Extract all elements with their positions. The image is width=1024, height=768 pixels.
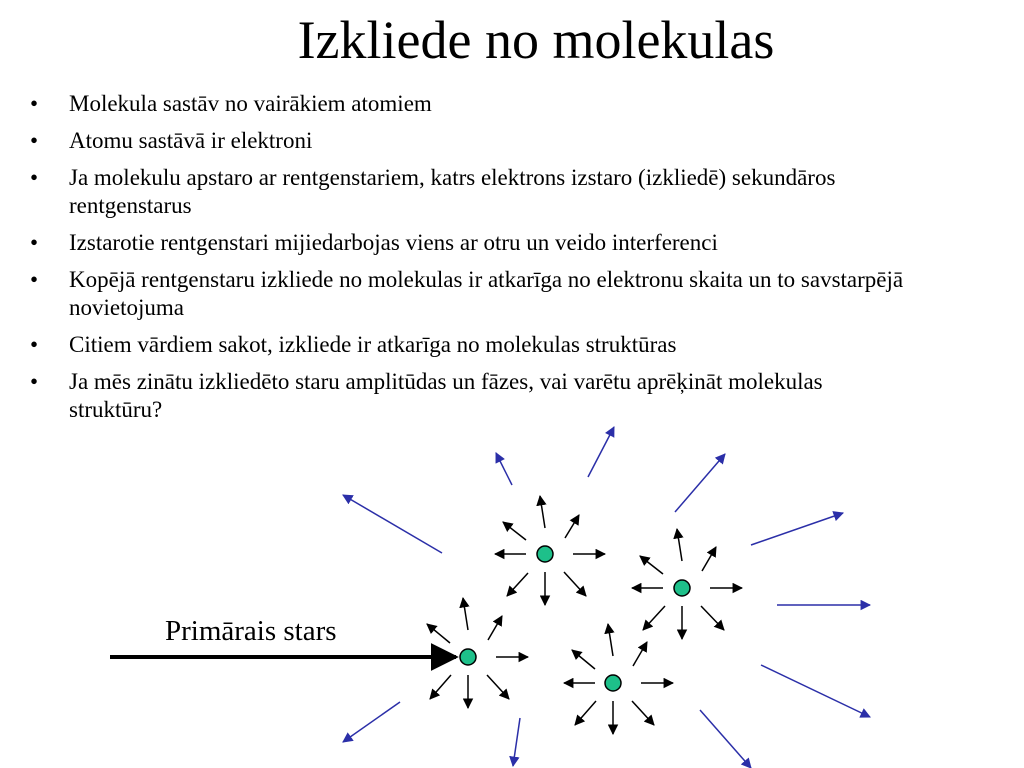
bullet-dot: •	[30, 332, 39, 357]
scatter-arrow	[565, 515, 579, 538]
scatter-arrow	[608, 624, 613, 656]
scatter-arrow	[488, 616, 502, 640]
scatter-arrow	[427, 624, 450, 643]
atom-cluster	[427, 598, 528, 708]
outgoing-ray	[513, 718, 520, 766]
scatter-arrow	[487, 675, 509, 699]
scatter-arrow	[702, 547, 716, 571]
scatter-arrow	[643, 606, 665, 630]
atom	[605, 675, 621, 691]
bullet-text: Kopējā rentgenstaru izkliede no molekulas ir atkarīga no elektronu skaita un to savstarpējā novietojuma	[69, 267, 904, 320]
bullet-dot: •	[30, 128, 39, 153]
bullet-text: Citiem vārdiem sakot, izkliede ir atkarīga no molekulas struktūras	[69, 332, 677, 357]
scatter-arrow	[564, 572, 586, 596]
outgoing-ray	[675, 454, 725, 512]
atom	[460, 649, 476, 665]
primary-beam-label: Primārais stars	[165, 615, 337, 647]
outgoing-ray	[751, 513, 843, 545]
scatter-arrow	[463, 598, 468, 630]
scatter-arrow	[430, 675, 451, 699]
scatter-arrow	[677, 529, 682, 561]
bullet-text: Izstarotie rentgenstari mijiedarbojas viens ar otru un veido interferenci	[69, 230, 718, 255]
bullet-dot: •	[30, 230, 39, 255]
atom	[537, 546, 553, 562]
bullet-dot: •	[30, 91, 39, 116]
outgoing-ray	[343, 495, 442, 553]
scatter-arrow	[507, 573, 528, 596]
scatter-arrow	[575, 701, 596, 725]
bullet-dot: •	[30, 165, 39, 190]
slide-title: Izkliede no molekulas	[297, 10, 775, 70]
outgoing-ray	[496, 453, 512, 485]
bullet-dot: •	[30, 369, 39, 394]
bullet-dot: •	[30, 267, 39, 292]
scatter-arrow	[572, 650, 595, 669]
outgoing-ray	[700, 710, 751, 768]
scatter-arrow	[540, 496, 545, 528]
outgoing-ray	[761, 665, 870, 717]
bullet-text: Molekula sastāv no vairākiem atomiem	[69, 91, 432, 116]
atom-cluster	[564, 624, 673, 734]
scatter-arrow	[633, 642, 647, 666]
bullet-text: Ja molekulu apstaro ar rentgenstariem, katrs elektrons izstaro (izkliedē) sekundāros rentgenstarus	[69, 165, 836, 218]
outgoing-ray	[343, 702, 400, 742]
scatter-arrow	[701, 606, 724, 630]
bullet-text: Atomu sastāvā ir elektroni	[69, 128, 313, 153]
outgoing-rays	[343, 427, 870, 768]
scatter-arrow	[640, 556, 663, 574]
scatter-arrow	[632, 701, 654, 725]
bullet-text: Ja mēs zinātu izkliedēto staru amplitūdas un fāzes, vai varētu aprēķināt molekulas struktūru?	[69, 369, 823, 422]
scatter-arrow	[503, 522, 526, 540]
outgoing-ray	[588, 427, 614, 477]
atom-cluster	[495, 496, 605, 605]
atom-cluster	[632, 529, 742, 639]
atom	[674, 580, 690, 596]
